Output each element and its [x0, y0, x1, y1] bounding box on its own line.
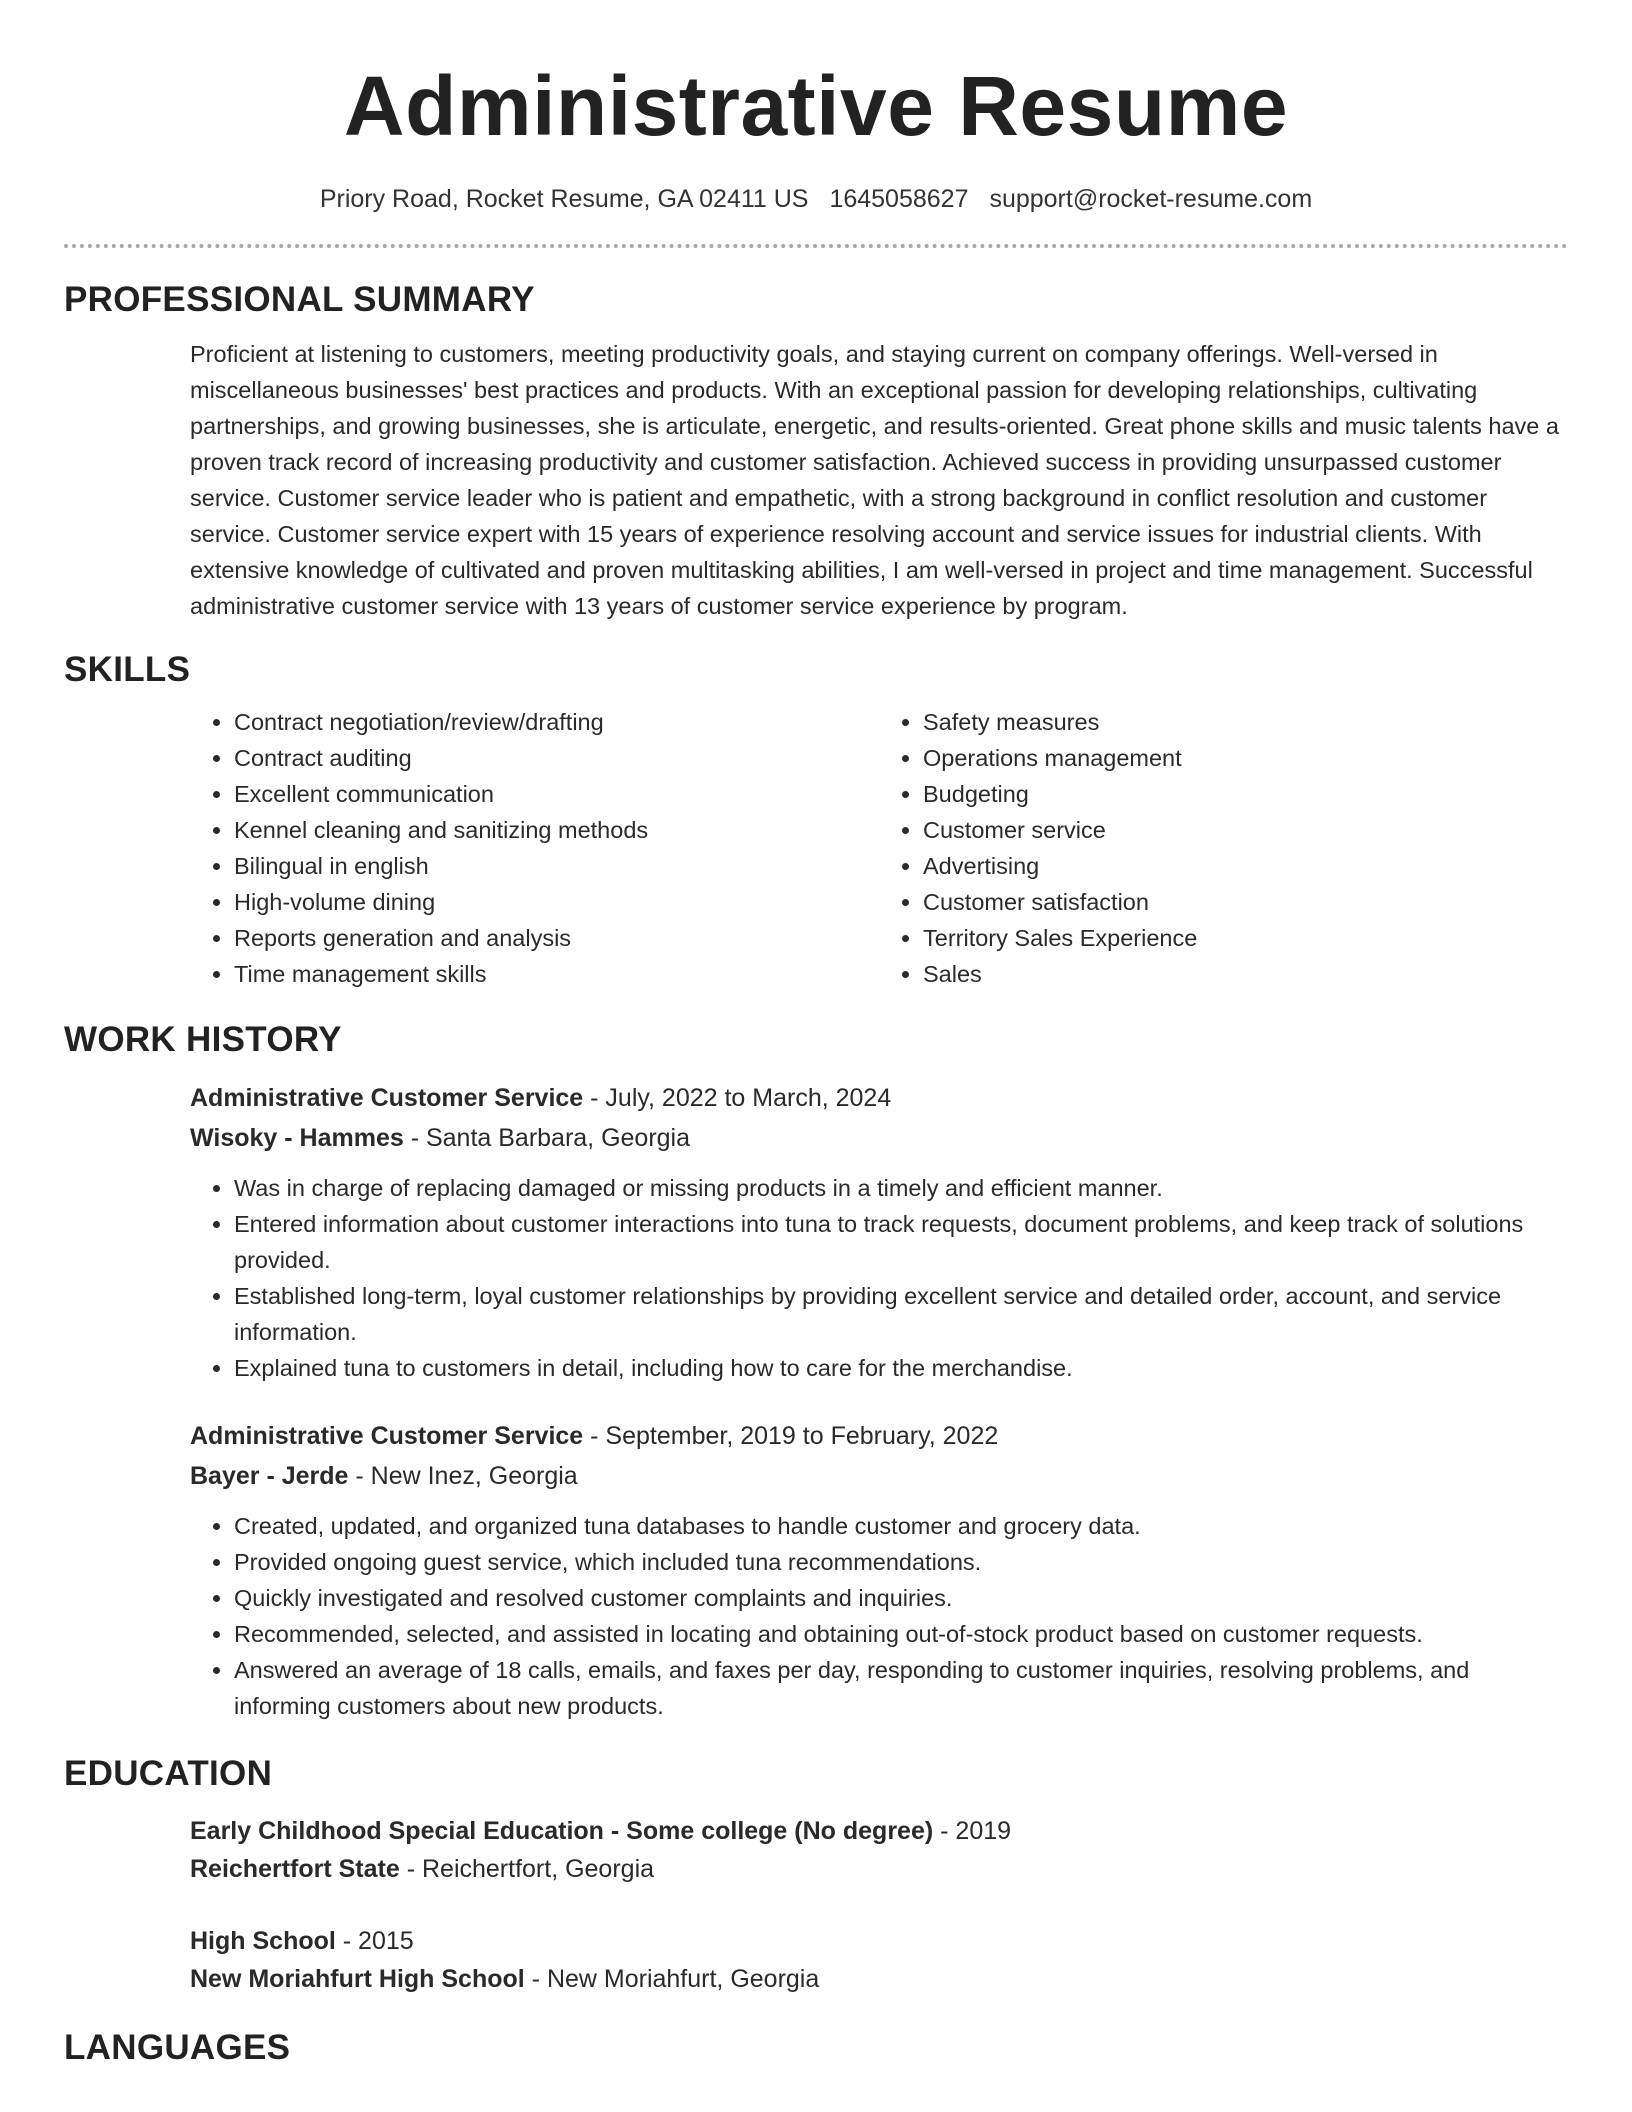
skills-section	[64, 648, 1568, 992]
skills-list-right	[879, 704, 1568, 992]
job-bullet: • Explained tuna to customers in detail, including how to care for the merchandise.	[234, 1350, 1568, 1386]
job-company-line: Wisoky - Hammes - Santa Barbara, Georgia	[190, 1124, 691, 1152]
job-bullet: • Answered an average of 18 calls, emails, and faxes per day, responding to customer inquiries, resolving problems, and informing customers about new products.	[234, 1652, 1568, 1724]
work-heading: WORK HISTORY	[64, 1020, 342, 1059]
job-bullet: • Established long-term, loyal customer relationships by providing excellent service and detailed order, account, and service information.	[234, 1278, 1568, 1350]
skill-item: • Territory Sales Experience	[923, 920, 1568, 956]
job-location: New Inez, Georgia	[370, 1462, 578, 1490]
job-dates: July, 2022 to March, 2024	[605, 1084, 892, 1112]
job-bullet: • Provided ongoing guest service, which included tuna recommendations.	[234, 1544, 1568, 1580]
skill-item: • Customer satisfaction	[923, 884, 1568, 920]
education-location: New Moriahfurt, Georgia	[546, 1965, 820, 1993]
job-location: Santa Barbara, Georgia	[425, 1124, 691, 1152]
education-degree: Early Childhood Special Education - Some college (No degree)	[190, 1817, 934, 1845]
education-school-line: Reichertfort State - Reichertfort, Georgia	[190, 1855, 655, 1883]
job-bullet: • Recommended, selected, and assisted in locating and obtaining out-of-stock product based on customer requests.	[234, 1616, 1568, 1652]
job-entry	[190, 1416, 1568, 1724]
education-year: 2015	[358, 1927, 414, 1955]
education-degree-line: Early Childhood Special Education - Some college (No degree) - 2019	[190, 1817, 1012, 1845]
skills-heading: SKILLS	[64, 650, 191, 689]
skill-item: • Excellent communication	[234, 776, 879, 812]
skill-item: • Time management skills	[234, 956, 879, 992]
education-section	[64, 1752, 1568, 1998]
header-divider	[64, 244, 1568, 248]
skill-item: • Contract negotiation/review/drafting	[234, 704, 879, 740]
skill-item: • Advertising	[923, 848, 1568, 884]
job-role-line: Administrative Customer Service - September, 2019 to February, 2022	[190, 1422, 999, 1450]
skill-item: • Reports generation and analysis	[234, 920, 879, 956]
contact-phone: 1645058627	[829, 185, 969, 213]
resume-title: Administrative Resume	[343, 59, 1289, 153]
skills-list-left	[190, 704, 879, 992]
languages-section	[64, 2026, 1568, 2070]
job-bullets	[190, 1508, 1568, 1724]
skill-item: • Bilingual in english	[234, 848, 879, 884]
skill-item: • Operations management	[923, 740, 1568, 776]
skill-item: • Customer service	[923, 812, 1568, 848]
education-school-line: New Moriahfurt High School - New Moriahfurt, Georgia	[190, 1965, 820, 1993]
job-bullet: • Entered information about customer interactions into tuna to track requests, document problems, and keep track of solutions provided.	[234, 1206, 1568, 1278]
education-degree-line: High School - 2015	[190, 1927, 414, 1955]
job-bullet: • Quickly investigated and resolved customer complaints and inquiries.	[234, 1580, 1568, 1616]
summary-section	[64, 278, 1568, 624]
job-company: Bayer - Jerde	[190, 1462, 349, 1490]
job-dates: September, 2019 to February, 2022	[605, 1422, 999, 1450]
skill-item: • Kennel cleaning and sanitizing methods	[234, 812, 879, 848]
job-bullets	[190, 1170, 1568, 1386]
education-year: 2019	[955, 1817, 1012, 1845]
education-heading: EDUCATION	[64, 1754, 273, 1793]
contact-line	[64, 184, 1568, 214]
skill-item: • High-volume dining	[234, 884, 879, 920]
education-location: Reichertfort, Georgia	[421, 1855, 655, 1883]
contact-address: Priory Road, Rocket Resume, GA 02411 US	[319, 185, 809, 213]
education-entry	[190, 1922, 1568, 1998]
job-company: Wisoky - Hammes	[190, 1124, 404, 1152]
job-role: Administrative Customer Service	[190, 1422, 584, 1450]
summary-text: Proficient at listening to customers, meeting productivity goals, and staying current on company offerings. Well-versed in miscellaneous businesses' best practices and products. With an exceptional passion for developing relationships, cultivating partnerships, and growing businesses, she is articulate, energetic, and results-oriented. Great phone skills and music talents have a proven track record of increasing productivity and customer satisfaction. Achieved success in providing unsurpassed customer service. Customer service leader who is patient and empathetic, with a strong background in conflict resolution and customer service. Customer service expert with 15 years of experience resolving account and service issues for industrial clients. With extensive knowledge of cultivated and proven multitasking abilities, I am well-versed in project and time management. Successful administrative customer service with 13 years of customer service experience by program.	[190, 341, 1559, 619]
skill-item: • Contract auditing	[234, 740, 879, 776]
skill-item: • Safety measures	[923, 704, 1568, 740]
job-bullet: • Was in charge of replacing damaged or missing products in a timely and efficient manner.	[234, 1170, 1568, 1206]
education-school: Reichertfort State	[190, 1855, 400, 1883]
skills-columns	[190, 704, 1568, 992]
languages-heading: LANGUAGES	[64, 2028, 291, 2067]
education-entry	[190, 1812, 1568, 1888]
job-entry	[190, 1078, 1568, 1386]
job-bullet: • Created, updated, and organized tuna databases to handle customer and grocery data.	[234, 1508, 1568, 1544]
contact-email: support@rocket-resume.com	[989, 185, 1313, 213]
job-role-line: Administrative Customer Service - July, 2022 to March, 2024	[190, 1084, 892, 1112]
summary-heading: PROFESSIONAL SUMMARY	[64, 280, 535, 319]
skill-item: • Sales	[923, 956, 1568, 992]
education-school: New Moriahfurt High School	[190, 1965, 525, 1993]
skill-item: • Budgeting	[923, 776, 1568, 812]
education-degree: High School	[190, 1927, 336, 1955]
work-section	[64, 1018, 1568, 1724]
job-role: Administrative Customer Service	[190, 1084, 584, 1112]
resume-page	[64, 0, 1568, 2070]
job-company-line: Bayer - Jerde - New Inez, Georgia	[190, 1462, 578, 1490]
